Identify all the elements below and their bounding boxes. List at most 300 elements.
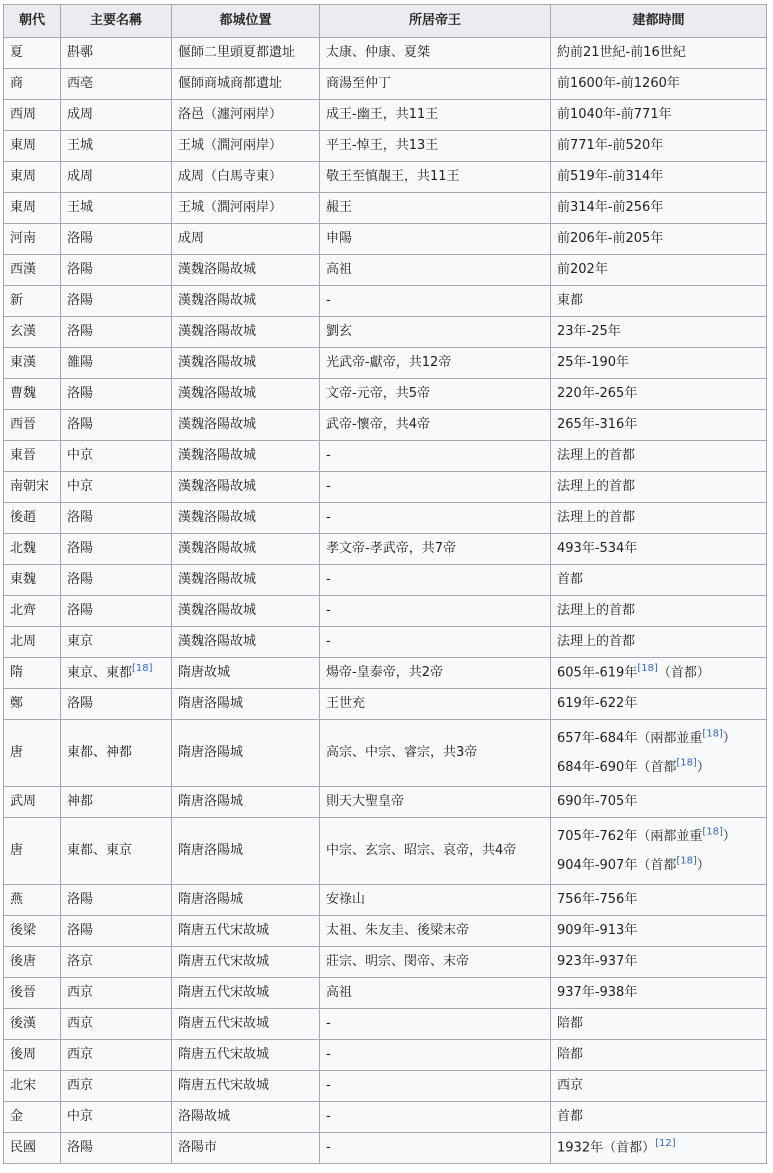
cell-time — [551, 193, 767, 224]
cell-emperors-text: 莊宗、明宗、閔帝、末帝 — [326, 954, 470, 969]
cell-dynasty-text: 東晉 — [10, 448, 37, 463]
table-row — [4, 1102, 767, 1133]
cell-dynasty-text: 夏 — [10, 45, 24, 60]
cell-name-text: 東都、東京 — [67, 843, 133, 858]
time-line-text: 684年-690年（首都 — [557, 760, 677, 775]
cell-name-text: 東京、東都 — [67, 665, 133, 681]
cell-location — [172, 379, 320, 410]
citation-link[interactable]: [18] — [637, 662, 658, 674]
cell-emperors — [320, 38, 551, 69]
cell-emperors — [320, 131, 551, 162]
cell-location — [172, 658, 320, 689]
cell-dynasty-text: 東周 — [10, 138, 37, 153]
cell-dynasty-text: 後晉 — [10, 985, 37, 1000]
cell-dynasty-text: 西漢 — [10, 262, 37, 277]
cell-name-text: 西京 — [67, 1078, 94, 1093]
cell-time-text: 265年-316年 — [557, 417, 638, 432]
cell-name — [61, 100, 172, 131]
citation-link[interactable]: [18] — [702, 728, 723, 740]
cell-dynasty-text: 北宋 — [10, 1078, 37, 1093]
cell-emperors — [320, 224, 551, 255]
cell-name — [61, 787, 172, 818]
cell-location — [172, 317, 320, 348]
citation-ref — [676, 758, 697, 769]
cell-name — [61, 1133, 172, 1164]
cell-location — [172, 100, 320, 131]
cell-location-text: 漢魏洛陽故城 — [178, 448, 257, 463]
cell-time-text: 首都 — [557, 1109, 584, 1124]
table-row — [4, 1071, 767, 1102]
cell-emperors — [320, 818, 551, 885]
cell-location — [172, 818, 320, 885]
cell-location-text: 洛陽故城 — [178, 1109, 231, 1124]
cell-name-text: 東都、神都 — [67, 745, 133, 760]
cell-dynasty — [4, 689, 61, 720]
table-row — [4, 472, 767, 503]
table-row — [4, 627, 767, 658]
cell-dynasty — [4, 1040, 61, 1071]
cell-location-text: 漢魏洛陽故城 — [178, 386, 257, 401]
cell-dynasty-text: 隋 — [10, 665, 24, 680]
cell-name-text: 王城 — [67, 138, 94, 153]
cell-name — [61, 534, 172, 565]
cell-dynasty — [4, 1009, 61, 1040]
cell-name-text: 洛陽 — [67, 572, 94, 587]
table-row — [4, 38, 767, 69]
cell-dynasty — [4, 720, 61, 787]
cell-time — [551, 38, 767, 69]
cell-emperors-text: 光武帝-獻帝，共12帝 — [326, 355, 452, 370]
cell-emperors-text: 孝文帝-孝武帝，共7帝 — [326, 541, 456, 556]
cell-dynasty — [4, 658, 61, 689]
cell-emperors-text: - — [326, 1047, 331, 1062]
cell-location — [172, 1102, 320, 1133]
cell-name — [61, 410, 172, 441]
cell-location-text: 隋唐五代宋故城 — [178, 1047, 270, 1062]
cell-location-text: 洛陽市 — [178, 1140, 218, 1155]
cell-dynasty-text: 商 — [10, 76, 24, 91]
cell-time-text: 法理上的首都 — [557, 510, 636, 525]
cell-name — [61, 627, 172, 658]
cell-location-text: 漢魏洛陽故城 — [178, 324, 257, 339]
cell-emperors — [320, 255, 551, 286]
cell-name — [61, 978, 172, 1009]
cell-dynasty-text: 東周 — [10, 200, 37, 215]
time-line — [557, 851, 760, 880]
cell-emperors — [320, 658, 551, 689]
cell-location-text: 隋唐五代宋故城 — [178, 1078, 270, 1093]
cell-location — [172, 627, 320, 658]
cell-location-text: 隋唐五代宋故城 — [178, 954, 270, 969]
cell-time-text: 前202年 — [557, 262, 608, 277]
cell-emperors — [320, 978, 551, 1009]
cell-emperors — [320, 1009, 551, 1040]
header-dynasty: 朝代 — [4, 5, 61, 38]
cell-dynasty — [4, 916, 61, 947]
table-row — [4, 1009, 767, 1040]
cell-name-text: 王城 — [67, 200, 94, 215]
cell-emperors-text: 太康、仲康、夏桀 — [326, 45, 431, 60]
cell-name — [61, 69, 172, 100]
cell-emperors — [320, 441, 551, 472]
cell-location-text: 漢魏洛陽故城 — [178, 541, 257, 556]
cell-time-text: 前519年-前314年 — [557, 169, 664, 184]
table-row — [4, 689, 767, 720]
cell-emperors-text: 王世充 — [326, 696, 366, 711]
cell-emperors — [320, 565, 551, 596]
cell-location — [172, 1009, 320, 1040]
cell-name — [61, 472, 172, 503]
cell-dynasty-text: 南朝宋 — [10, 479, 50, 494]
cell-dynasty-text: 唐 — [10, 745, 24, 760]
time-line-text: 904年-907年（首都 — [557, 858, 677, 873]
cell-location-text: 王城（澗河兩岸） — [178, 138, 283, 153]
cell-dynasty — [4, 379, 61, 410]
cell-dynasty — [4, 224, 61, 255]
citation-ref — [132, 663, 153, 674]
cell-location-text: 漢魏洛陽故城 — [178, 572, 257, 587]
cell-dynasty — [4, 503, 61, 534]
table-row — [4, 255, 767, 286]
cell-time — [551, 1102, 767, 1133]
table-row — [4, 193, 767, 224]
cell-location-text: 漢魏洛陽故城 — [178, 634, 257, 649]
table-row — [4, 947, 767, 978]
time-line-text: 657年-684年（兩都並重 — [557, 731, 703, 746]
cell-time-text: 909年-913年 — [557, 923, 638, 938]
time-line-text: 705年-762年（兩都並重 — [557, 829, 703, 844]
cell-time-text: 前314年-前256年 — [557, 200, 664, 215]
cell-location-text: 隋唐洛陽城 — [178, 843, 244, 858]
cell-dynasty-text: 後唐 — [10, 954, 37, 969]
cell-name — [61, 1009, 172, 1040]
cell-name-text: 洛陽 — [67, 541, 94, 556]
cell-dynasty-text: 民國 — [10, 1140, 37, 1155]
cell-dynasty — [4, 1071, 61, 1102]
cell-dynasty-text: 新 — [10, 293, 24, 308]
cell-dynasty-text: 鄭 — [10, 696, 24, 711]
cell-location — [172, 534, 320, 565]
cell-emperors-text: 高宗、中宗、睿宗，共3帝 — [326, 745, 478, 760]
cell-time-text: 前206年-前205年 — [557, 231, 664, 246]
cell-location-text: 偃師二里頭夏都遺址 — [178, 45, 296, 60]
cell-emperors — [320, 193, 551, 224]
cell-time-text: 493年-534年 — [557, 541, 638, 556]
cell-name-text: 洛陽 — [67, 923, 94, 938]
cell-location — [172, 689, 320, 720]
cell-dynasty — [4, 131, 61, 162]
cell-name-text: 雒陽 — [67, 355, 94, 370]
cell-name — [61, 947, 172, 978]
cell-emperors — [320, 348, 551, 379]
cell-time — [551, 1071, 767, 1102]
cell-emperors — [320, 1133, 551, 1164]
table-row — [4, 224, 767, 255]
cell-location-text: 王城（澗河兩岸） — [178, 200, 283, 215]
cell-location — [172, 472, 320, 503]
cell-emperors — [320, 689, 551, 720]
cell-name — [61, 1040, 172, 1071]
cell-dynasty-text: 北魏 — [10, 541, 37, 556]
cell-dynasty-text: 後周 — [10, 1047, 37, 1062]
cell-time — [551, 534, 767, 565]
time-line — [557, 822, 760, 851]
cell-time — [551, 1040, 767, 1071]
cell-emperors — [320, 720, 551, 787]
cell-name-text: 洛陽 — [67, 417, 94, 432]
cell-dynasty-text: 金 — [10, 1109, 24, 1124]
cell-emperors-text: 劉玄 — [326, 324, 353, 339]
cell-location — [172, 255, 320, 286]
table-row — [4, 787, 767, 818]
cell-emperors-text: 成王-幽王，共11王 — [326, 107, 439, 122]
cell-name-text: 洛京 — [67, 954, 94, 969]
cell-location — [172, 1133, 320, 1164]
cell-emperors — [320, 787, 551, 818]
cell-time-text: 690年-705年 — [557, 794, 638, 809]
time-line-suffix: ） — [696, 760, 710, 775]
cell-time — [551, 317, 767, 348]
cell-time — [551, 1133, 767, 1164]
cell-name — [61, 596, 172, 627]
cell-dynasty — [4, 193, 61, 224]
cell-name-text: 洛陽 — [67, 324, 94, 339]
cell-time-text: 西京 — [557, 1078, 584, 1093]
cell-emperors-text: - — [326, 1078, 331, 1093]
cell-time — [551, 162, 767, 193]
table-row — [4, 69, 767, 100]
cell-dynasty — [4, 947, 61, 978]
cell-dynasty-text: 燕 — [10, 892, 24, 907]
table-row — [4, 720, 767, 787]
cell-emperors-text: 赧王 — [326, 200, 353, 215]
cell-location — [172, 1071, 320, 1102]
cell-location — [172, 410, 320, 441]
citation-link[interactable]: [18] — [702, 826, 723, 838]
cell-location — [172, 193, 320, 224]
cell-emperors-text: 安祿山 — [326, 892, 366, 907]
cell-time-text: 619年-622年 — [557, 696, 638, 711]
cell-time — [551, 565, 767, 596]
cell-emperors — [320, 379, 551, 410]
cell-name-text: 中京 — [67, 448, 94, 463]
header-emperors: 所居帝王 — [320, 5, 551, 38]
cell-time — [551, 947, 767, 978]
cell-time — [551, 69, 767, 100]
cell-time — [551, 720, 767, 787]
cell-emperors-text: - — [326, 293, 331, 308]
cell-location — [172, 69, 320, 100]
cell-time-text: 23年-25年 — [557, 324, 621, 339]
cell-time-text: 1932年（首都） — [557, 1140, 656, 1156]
cell-dynasty-text: 後趙 — [10, 510, 37, 525]
cell-dynasty-text: 後漢 — [10, 1016, 37, 1031]
cell-name-text: 西京 — [67, 1016, 94, 1031]
table-row — [4, 162, 767, 193]
cell-dynasty — [4, 317, 61, 348]
cell-name — [61, 162, 172, 193]
cell-location-text: 洛邑（瀍河兩岸） — [178, 107, 283, 122]
cell-location — [172, 947, 320, 978]
cell-name — [61, 885, 172, 916]
table-row — [4, 885, 767, 916]
cell-time-text: 923年-937年 — [557, 954, 638, 969]
cell-name-text: 洛陽 — [67, 231, 94, 246]
cell-time-text: 陪都 — [557, 1016, 584, 1031]
cell-time-text: 前1600年-前1260年 — [557, 76, 680, 91]
citation-link[interactable]: [18] — [676, 855, 697, 867]
cell-name-text: 洛陽 — [67, 510, 94, 525]
citation-link[interactable]: [18] — [132, 662, 153, 674]
table-row — [4, 818, 767, 885]
cell-location — [172, 441, 320, 472]
cell-name-text: 西京 — [67, 985, 94, 1000]
time-line-suffix: ） — [696, 858, 710, 873]
cell-emperors-text: 高祖 — [326, 262, 353, 277]
cell-emperors-text: - — [326, 572, 331, 587]
cell-location-text: 隋唐五代宋故城 — [178, 1016, 270, 1031]
cell-emperors — [320, 885, 551, 916]
cell-time — [551, 787, 767, 818]
table-row — [4, 565, 767, 596]
cell-emperors-text: 武帝-懷帝，共4帝 — [326, 417, 430, 432]
cell-dynasty — [4, 1102, 61, 1133]
cell-emperors — [320, 410, 551, 441]
table-row — [4, 534, 767, 565]
citation-ref — [676, 856, 697, 867]
cell-name-text: 洛陽 — [67, 696, 94, 711]
time-line-suffix: ） — [722, 829, 736, 844]
cell-dynasty-text: 曹魏 — [10, 386, 37, 401]
cell-name-text: 中京 — [67, 479, 94, 494]
cell-name-text: 中京 — [67, 1109, 94, 1124]
cell-name — [61, 1071, 172, 1102]
cell-time-text: 25年-190年 — [557, 355, 630, 370]
cell-emperors — [320, 100, 551, 131]
cell-emperors-text: 太祖、朱友圭、後梁末帝 — [326, 923, 470, 938]
cell-emperors-text: - — [326, 479, 331, 494]
cell-time-text: 法理上的首都 — [557, 479, 636, 494]
cell-dynasty — [4, 885, 61, 916]
cell-dynasty — [4, 38, 61, 69]
cell-emperors-text: 中宗、玄宗、昭宗、哀帝，共4帝 — [326, 843, 517, 858]
cell-location-text: 隋唐洛陽城 — [178, 745, 244, 760]
cell-name-text: 西京 — [67, 1047, 94, 1062]
header-time: 建都時間 — [551, 5, 767, 38]
cell-time-text: 605年-619年 — [557, 665, 638, 681]
header-row — [4, 5, 767, 38]
cell-dynasty — [4, 627, 61, 658]
cell-dynasty-text: 河南 — [10, 231, 37, 246]
capitals-table — [3, 4, 767, 1164]
cell-location — [172, 565, 320, 596]
cell-time-text: 法理上的首都 — [557, 634, 636, 649]
cell-location-text: 漢魏洛陽故城 — [178, 293, 257, 308]
cell-dynasty-text: 北齊 — [10, 603, 37, 618]
cell-time-text: 法理上的首都 — [557, 448, 636, 463]
time-line — [557, 753, 760, 782]
cell-time-text: 220年-265年 — [557, 386, 638, 401]
cell-location — [172, 916, 320, 947]
cell-name-text: 東京 — [67, 634, 94, 649]
cell-emperors-text: 則天大聖皇帝 — [326, 794, 405, 809]
cell-dynasty — [4, 472, 61, 503]
time-line-suffix: ） — [722, 731, 736, 746]
table-row — [4, 410, 767, 441]
cell-dynasty — [4, 255, 61, 286]
cell-time — [551, 596, 767, 627]
cell-dynasty-text: 後梁 — [10, 923, 37, 938]
cell-dynasty — [4, 1133, 61, 1164]
cell-location — [172, 885, 320, 916]
cell-emperors-text: 商湯至仲丁 — [326, 76, 392, 91]
header-location: 都城位置 — [172, 5, 320, 38]
cell-emperors-text: 平王-悼王，共13王 — [326, 138, 439, 153]
cell-location-text: 隋唐故城 — [178, 665, 231, 680]
cell-time-text: 756年-756年 — [557, 892, 638, 907]
cell-location-text: 漢魏洛陽故城 — [178, 479, 257, 494]
cell-location-text: 隋唐五代宋故城 — [178, 923, 270, 938]
cell-name — [61, 286, 172, 317]
cell-name — [61, 565, 172, 596]
cell-name — [61, 441, 172, 472]
table-row — [4, 100, 767, 131]
cell-name — [61, 131, 172, 162]
cell-location-text: 漢魏洛陽故城 — [178, 262, 257, 277]
cell-dynasty-text: 玄漢 — [10, 324, 37, 339]
citation-link[interactable]: [18] — [676, 757, 697, 769]
cell-dynasty-text: 東魏 — [10, 572, 37, 587]
cell-emperors-text: - — [326, 1140, 331, 1155]
cell-dynasty — [4, 818, 61, 885]
citation-link[interactable]: [12] — [655, 1137, 676, 1149]
citation-ref — [702, 827, 723, 838]
cell-time — [551, 286, 767, 317]
cell-time — [551, 224, 767, 255]
table-row — [4, 658, 767, 689]
cell-time — [551, 348, 767, 379]
cell-name-text: 成周 — [67, 107, 94, 122]
cell-emperors — [320, 162, 551, 193]
cell-name — [61, 224, 172, 255]
cell-name — [61, 720, 172, 787]
table-row — [4, 441, 767, 472]
cell-time — [551, 472, 767, 503]
header-name: 主要名稱 — [61, 5, 172, 38]
cell-name-text: 斟鄩 — [67, 45, 94, 60]
cell-dynasty-text: 唐 — [10, 843, 24, 858]
cell-name — [61, 916, 172, 947]
cell-time — [551, 885, 767, 916]
cell-dynasty — [4, 787, 61, 818]
cell-name-text: 洛陽 — [67, 386, 94, 401]
cell-time — [551, 627, 767, 658]
cell-location-text: 偃師商城商都遺址 — [178, 76, 283, 91]
cell-emperors — [320, 472, 551, 503]
cell-time — [551, 658, 767, 689]
cell-time — [551, 100, 767, 131]
cell-dynasty-text: 武周 — [10, 794, 37, 809]
cell-location-text: 成周 — [178, 231, 205, 246]
cell-location-text: 漢魏洛陽故城 — [178, 510, 257, 525]
cell-emperors — [320, 286, 551, 317]
cell-dynasty-text: 西周 — [10, 107, 37, 122]
cell-emperors — [320, 69, 551, 100]
table-row — [4, 348, 767, 379]
citation-ref — [637, 663, 658, 674]
cell-name-text: 洛陽 — [67, 293, 94, 308]
cell-time — [551, 410, 767, 441]
